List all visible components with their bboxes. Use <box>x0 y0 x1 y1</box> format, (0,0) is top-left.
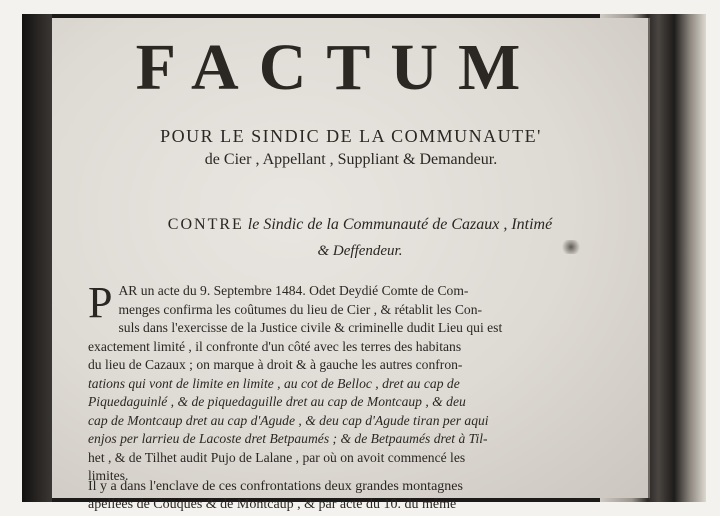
document-title: FACTUM <box>135 31 541 104</box>
ink-stain <box>560 240 582 254</box>
body-line: Piquedaguinlé , & de piquedaguille dret au cap de Montcaup , & deu <box>88 394 466 409</box>
body-line: het , & de Tilhet audit Pujo de Lalane , par où on avoit commencé les <box>88 449 466 465</box>
body-line: cap de Montcaup dret au cap d'Agude , & deu cap d'Agude tiran per aqui <box>88 412 489 428</box>
contre-heading <box>90 214 630 236</box>
body-line: enjos per larrieu de Lacoste dret Betpaumés ; & de Betpaumés dret à Til- <box>88 431 488 446</box>
body-line: AR un acte du 9. Septembre 1484. Odet Deydié Comte de Com- <box>118 283 469 298</box>
drop-cap: P <box>88 278 113 327</box>
body-line: apellées de Couques & de Montcaup , & par acte du 10. du même <box>88 497 457 512</box>
contre-rest: le Sindic de la Communauté de Cazaux , Intimé <box>243 216 553 233</box>
body-line: Il y a dans l'enclave de ces confrontations deux grandes montagnes <box>88 479 463 494</box>
body-line: du lieu de Cazaux ; on marque à droit & à gauche les autres confron- <box>88 357 463 372</box>
contre-line-2: & Deffendeur. <box>317 243 403 259</box>
body-line: exactement limité , il confronte d'un côté avec les terres des habitans <box>88 338 462 354</box>
body-line: tations qui vont de limite en limite , au cot de Belloc , dret au cap de <box>88 375 460 391</box>
contre-caps: CONTRE <box>167 216 244 233</box>
body-line: suls dans l'exercisse de la Justice civile & criminelle dudit Lieu qui est <box>118 320 503 335</box>
body-line: limites. <box>88 468 129 483</box>
body-line: menges confirma les coûtumes du lieu de Cier , & rétablit les Con- <box>118 301 483 317</box>
subtitle-line-2: de Cier , Appellant , Suppliant & Demandeur. <box>204 151 498 168</box>
body-paragraph-1 <box>88 278 628 486</box>
document-page <box>52 18 650 512</box>
body-paragraph-2 <box>88 478 628 514</box>
subtitle-line-1: POUR LE SINDIC DE LA COMMUNAUTE' <box>160 126 542 146</box>
book-spine <box>22 14 52 502</box>
